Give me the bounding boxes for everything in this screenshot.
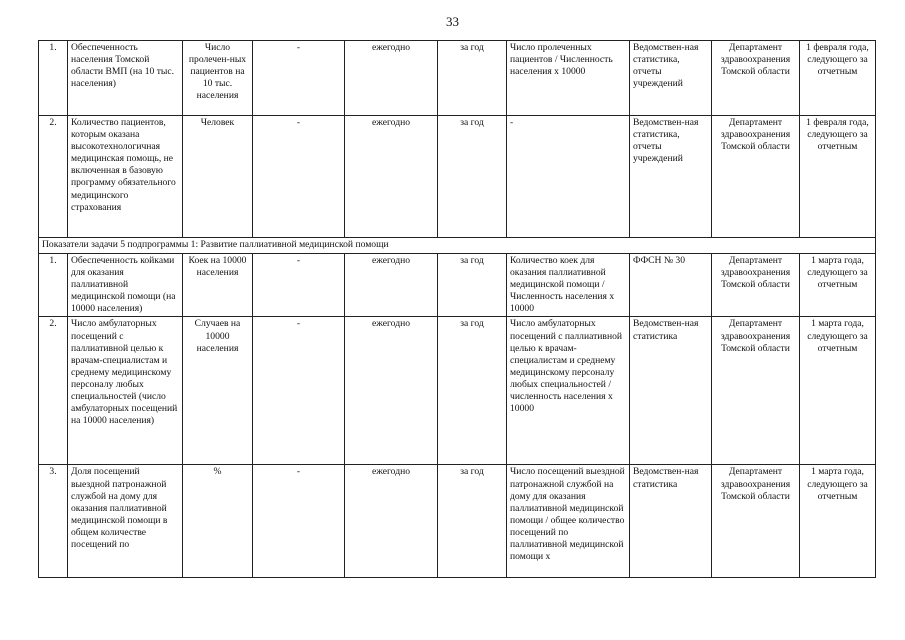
cell-responsible: Департамент здравоохранения Томской области xyxy=(712,465,800,578)
cell-indicator: Доля посещений выездной патронажной службой на дому для оказания паллиативной медицинской помощи в общем количестве посещений по xyxy=(68,465,183,578)
page-number: 33 xyxy=(446,14,459,29)
cell-num: 2. xyxy=(39,116,68,238)
cell-dynamics: - xyxy=(253,465,345,578)
cell-unit: % xyxy=(183,465,253,578)
cell-formula: Число пролеченных пациентов / Численность населения х 10000 xyxy=(507,41,630,116)
cell-indicator: Количество пациентов, которым оказана высокотехнологичная медицинская помощь, не включенная в базовую программу обязательного медицинского страхования xyxy=(68,116,183,238)
cell-deadline: 1 марта года, следующего за отчетным xyxy=(800,317,876,465)
cell-unit: Число пролечен-ных пациентов на 10 тыс. населения xyxy=(183,41,253,116)
table-row xyxy=(39,41,876,116)
cell-responsible: Департамент здравоохранения Томской области xyxy=(712,317,800,465)
cell-responsible: Департамент здравоохранения Томской области xyxy=(712,254,800,317)
cell-period: за год xyxy=(438,116,507,238)
cell-num: 1. xyxy=(39,41,68,116)
cell-source: Ведомствен-ная статистика xyxy=(630,465,712,578)
cell-frequency: ежегодно xyxy=(345,317,438,465)
cell-deadline: 1 марта года, следующего за отчетным xyxy=(800,254,876,317)
cell-unit: Человек xyxy=(183,116,253,238)
cell-source: Ведомствен-ная статистика xyxy=(630,317,712,465)
cell-deadline: 1 марта года, следующего за отчетным xyxy=(800,465,876,578)
cell-indicator: Обеспеченность койками для оказания паллиативной медицинской помощи (на 10000 населения) xyxy=(68,254,183,317)
section-row xyxy=(39,238,876,254)
cell-dynamics: - xyxy=(253,116,345,238)
cell-source: Ведомствен-ная статистика, отчеты учреждений xyxy=(630,116,712,238)
table-row xyxy=(39,465,876,578)
cell-period: за год xyxy=(438,41,507,116)
indicators-table xyxy=(38,40,876,578)
cell-indicator: Обеспеченность населения Томской области ВМП (на 10 тыс. населения) xyxy=(68,41,183,116)
cell-deadline: 1 февраля года, следующего за отчетным xyxy=(800,41,876,116)
cell-frequency: ежегодно xyxy=(345,254,438,317)
cell-formula: - xyxy=(507,116,630,238)
cell-formula: Число амбулаторных посещений с паллиативной целью к врачам-специалистам и среднему медицинскому персоналу любых специальностей / численность населения х 10000 xyxy=(507,317,630,465)
cell-responsible: Департамент здравоохранения Томской области xyxy=(712,116,800,238)
cell-period: за год xyxy=(438,254,507,317)
cell-frequency: ежегодно xyxy=(345,116,438,238)
cell-dynamics: - xyxy=(253,317,345,465)
cell-num: 3. xyxy=(39,465,68,578)
cell-num: 1. xyxy=(39,254,68,317)
cell-deadline: 1 февраля года, следующего за отчетным xyxy=(800,116,876,238)
cell-unit: Коек на 10000 населения xyxy=(183,254,253,317)
section-title: Показатели задачи 5 подпрограммы 1: Развитие паллиативной медицинской помощи xyxy=(39,238,876,254)
cell-frequency: ежегодно xyxy=(345,41,438,116)
table-row xyxy=(39,254,876,317)
cell-unit: Случаев на 10000 населения xyxy=(183,317,253,465)
cell-formula: Количество коек для оказания паллиативной медицинской помощи / Численность населения х 10000 xyxy=(507,254,630,317)
cell-formula: Число посещений выездной патронажной службой на дому для оказания паллиативной медицинской помощи / общее количество посещений по паллиативной медицинской помощи х xyxy=(507,465,630,578)
cell-source: ФФСН № 30 xyxy=(630,254,712,317)
cell-indicator: Число амбулаторных посещений с паллиативной целью к врачам-специалистам и среднему медицинскому персоналу любых специальностей (число амбулаторных посещений на 10000 населения) xyxy=(68,317,183,465)
cell-dynamics: - xyxy=(253,41,345,116)
cell-frequency: ежегодно xyxy=(345,465,438,578)
cell-num: 2. xyxy=(39,317,68,465)
cell-responsible: Департамент здравоохранения Томской области xyxy=(712,41,800,116)
table-row xyxy=(39,116,876,238)
table-row xyxy=(39,317,876,465)
cell-period: за год xyxy=(438,465,507,578)
cell-dynamics: - xyxy=(253,254,345,317)
table-body xyxy=(39,41,876,578)
cell-source: Ведомствен-ная статистика, отчеты учреждений xyxy=(630,41,712,116)
cell-period: за год xyxy=(438,317,507,465)
